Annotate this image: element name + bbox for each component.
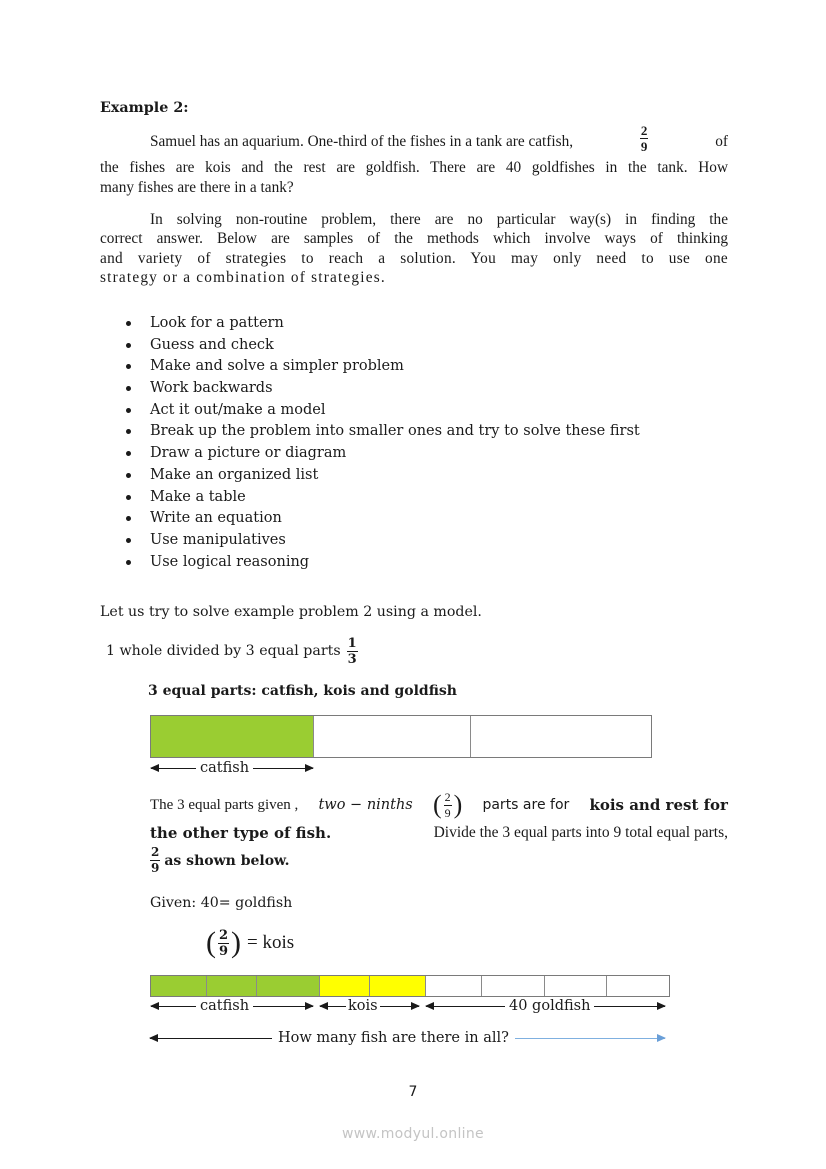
fraction-paren-group (433, 790, 462, 820)
explanation-line-2 (150, 824, 728, 842)
problem-line-1 (150, 123, 728, 154)
explanation-bold-3: as shown below. (164, 852, 290, 869)
bar-segment-kois (370, 976, 426, 996)
strategy-item (100, 400, 720, 422)
explanation-bold-1: kois and rest for (589, 796, 728, 814)
strategy-list (100, 313, 720, 573)
intro-line-3: and variety of strategies to reach a solution. You may only need to use one (100, 250, 728, 267)
kois-equation-rhs: = kois (247, 932, 295, 953)
bar-segment-catfish (207, 976, 257, 996)
bar-segment-goldfish (607, 976, 669, 996)
bar-segment-goldfish (482, 976, 545, 996)
kois-equation (206, 926, 294, 960)
strategy-label: Act it out/make a model (150, 401, 326, 418)
explanation-line-1 (150, 790, 728, 820)
strategy-label: Use logical reasoning (150, 553, 310, 570)
intro-line-4: strategy or a combination of strategies. (100, 269, 386, 286)
strategy-label: Make a table (150, 488, 246, 505)
goldfish-label: 40 goldfish (505, 998, 594, 1014)
bullet-icon (126, 473, 131, 478)
strategy-item (100, 443, 720, 465)
open-paren: ( (432, 790, 442, 819)
total-arrow-right (515, 1038, 665, 1039)
fraction-two-ninths-inline: $\frac{2}{9}$ (444, 789, 451, 820)
strategy-item (100, 508, 720, 530)
bullet-icon (126, 386, 131, 391)
total-question: How many fish are there in all? (274, 1030, 513, 1046)
problem-text: Samuel has an aquarium. One-third of the fishes in a tank are catfish, (150, 132, 574, 150)
strategy-label: Break up the problem into smaller ones and try to solve these first (150, 423, 640, 440)
bullet-icon (126, 429, 131, 434)
strategy-label: Make an organized list (150, 466, 319, 483)
strategy-item (100, 465, 720, 487)
strategy-label: Guess and check (150, 336, 274, 353)
strategy-item (100, 552, 720, 574)
bar-segment-empty (471, 716, 651, 757)
bar-segment-empty (314, 716, 471, 757)
strategy-item (100, 335, 720, 357)
problem-line-2: the fishes are kois and the rest are goldfish. There are 40 goldfishes in the tank. How (100, 159, 728, 176)
bullet-icon (126, 516, 131, 521)
strategy-label: Write an equation (150, 510, 282, 527)
bullet-icon (126, 343, 131, 348)
close-paren: ) (231, 926, 242, 959)
fraction-one-third: $\frac{1}{3}$ (347, 636, 357, 667)
strategy-label: Draw a picture or diagram (150, 445, 347, 462)
fraction-two-ninths: $\frac{2}{9}$ (640, 123, 648, 154)
explanation-text-3: Divide the 3 equal parts into 9 total equal parts, (433, 824, 728, 841)
explanation-line-3 (148, 846, 290, 875)
strategy-item (100, 378, 720, 400)
bullet-icon (126, 560, 131, 565)
bar-segment-catfish (257, 976, 320, 996)
close-paren: ) (453, 790, 463, 819)
strategy-item (100, 356, 720, 378)
example-heading: Example 2: (100, 100, 189, 116)
strategy-item (100, 421, 720, 443)
strategy-label: Work backwards (150, 380, 273, 397)
model-lead: Let us try to solve example problem 2 using a model. (100, 604, 482, 620)
given-text: Given: 40= goldfish (150, 895, 293, 911)
three-part-bar (150, 715, 652, 758)
whole-division-line (106, 637, 360, 666)
parts-heading: 3 equal parts: catfish, kois and goldfish (148, 683, 457, 699)
strategy-item (100, 487, 720, 509)
bullet-icon (126, 538, 131, 543)
bullet-icon (126, 451, 131, 456)
strategy-label: Use manipulatives (150, 531, 286, 548)
bar-segment-kois (320, 976, 370, 996)
page-number: 7 (408, 1084, 418, 1100)
strategy-item (100, 313, 720, 335)
catfish-label: catfish (196, 760, 253, 776)
explanation-bold-2: the other type of fish. (150, 824, 332, 842)
strategy-item (100, 530, 720, 552)
intro-line-2: correct answer. Below are samples of the methods which involve ways of thinking (100, 230, 728, 247)
bullet-icon (126, 495, 131, 500)
catfish-label-2: catfish (196, 998, 253, 1014)
bullet-icon (126, 364, 131, 369)
bullet-icon (126, 408, 131, 413)
watermark: www.modyul.online (342, 1126, 484, 1142)
bar-segment-goldfish (545, 976, 607, 996)
whole-text: 1 whole divided by 3 equal parts (106, 642, 341, 659)
strategy-label: Make and solve a simpler problem (150, 358, 404, 375)
bullet-icon (126, 321, 131, 326)
bar-segment-goldfish (426, 976, 482, 996)
strategy-label: Look for a pattern (150, 315, 284, 331)
intro-line-1: In solving non-routine problem, there are no particular way(s) in finding the (150, 211, 728, 228)
fraction-two-ninths-kois: $\frac{2}{9}$ (219, 927, 229, 959)
problem-text-of: of (715, 132, 728, 150)
nine-part-bar (150, 975, 670, 997)
bar-segment-catfish (151, 716, 314, 757)
problem-line-3: many fishes are there in a tank? (100, 179, 294, 196)
open-paren: ( (206, 926, 216, 959)
bar-segment-catfish (151, 976, 207, 996)
fraction-two-ninths-3: $\frac{2}{9}$ (151, 845, 160, 875)
explanation-text-1: The 3 equal parts given , (150, 796, 299, 813)
kois-label: kois (348, 998, 378, 1014)
math-two-ninths: two − ninths (318, 797, 413, 813)
total-arrow-left (150, 1038, 272, 1039)
explanation-text-2: parts are for (482, 797, 570, 813)
